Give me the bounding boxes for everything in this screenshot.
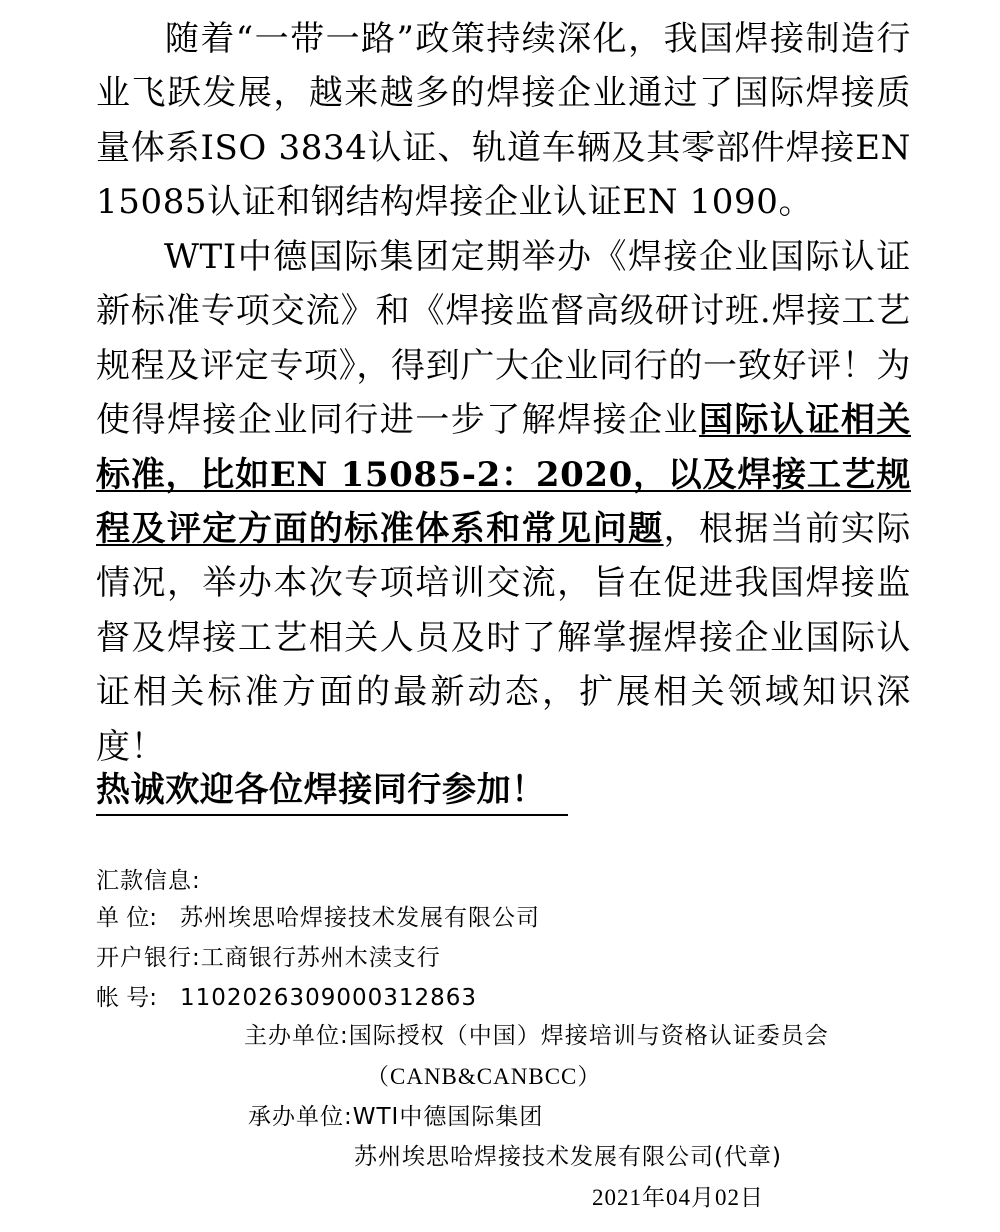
intro-paragraph-2 xyxy=(96,230,911,774)
intro-paragraph-2-emphasis: 国际认证相关标准，比如EN 15085-2：2020，以及焊接工艺规程及评定方面的标准体系和常见问题 xyxy=(96,400,911,550)
payment-unit-row xyxy=(96,903,540,933)
intro-paragraph-2-start: WTI中德国际集团定期举办《焊接企业国际认证新标准专项交流》和《焊接监督高级研讨班.焊接工艺规程及评定专项》，得到广大企业同行的一致好评！为使得焊接企业同行进一步了解焊接企业 xyxy=(96,237,911,441)
host-abbreviation: （CANB&CANBCC） xyxy=(366,1064,602,1089)
undertaker-label: 承办单位: xyxy=(248,1104,353,1130)
payment-bank-value: 工商银行苏州木渎支行 xyxy=(200,945,441,971)
payment-unit-value: 苏州埃思哈焊接技术发展有限公司 xyxy=(180,905,540,931)
undertaker-row xyxy=(248,1102,543,1132)
payment-bank-row xyxy=(96,943,441,973)
undertaker-value: WTI中德国际集团 xyxy=(352,1104,544,1130)
host-row xyxy=(244,1021,829,1051)
intro-paragraph-1 xyxy=(96,12,911,230)
undertaker-company: 苏州埃思哈焊接技术发展有限公司(代章) xyxy=(354,1144,782,1170)
document-date: 2021年04月02日 xyxy=(592,1185,764,1210)
host-label: 主办单位: xyxy=(244,1023,349,1049)
welcome-line: 热诚欢迎各位焊接同行参加！ xyxy=(96,768,568,816)
intro-paragraph-2-end: ，根据当前实际情况，举办本次专项培训交流，旨在促进我国焊接监督及焊接工艺相关人员及时了解掌握焊接企业国际认证相关标准方面的最新动态，扩展相关领域知识深度！ xyxy=(96,509,911,767)
host-value: 国际授权（中国）焊接培训与资格认证委员会 xyxy=(348,1023,829,1049)
payment-bank-label: 开户银行: xyxy=(96,945,201,971)
payment-title: 汇款信息: xyxy=(96,868,201,894)
payment-account-label: 帐 号: xyxy=(96,985,158,1011)
payment-account-value: 1102026309000312863 xyxy=(180,985,478,1011)
payment-account-row xyxy=(96,983,477,1013)
payment-unit-label: 单 位: xyxy=(96,905,158,931)
intro-paragraph-1-text: 随着“一带一路”政策持续深化，我国焊接制造行业飞跃发展，越来越多的焊接企业通过了国际焊接质量体系ISO 3834认证、轨道车辆及其零部件焊接EN 15085认证和钢结构焊接企业认证EN 1090。 xyxy=(96,19,911,223)
